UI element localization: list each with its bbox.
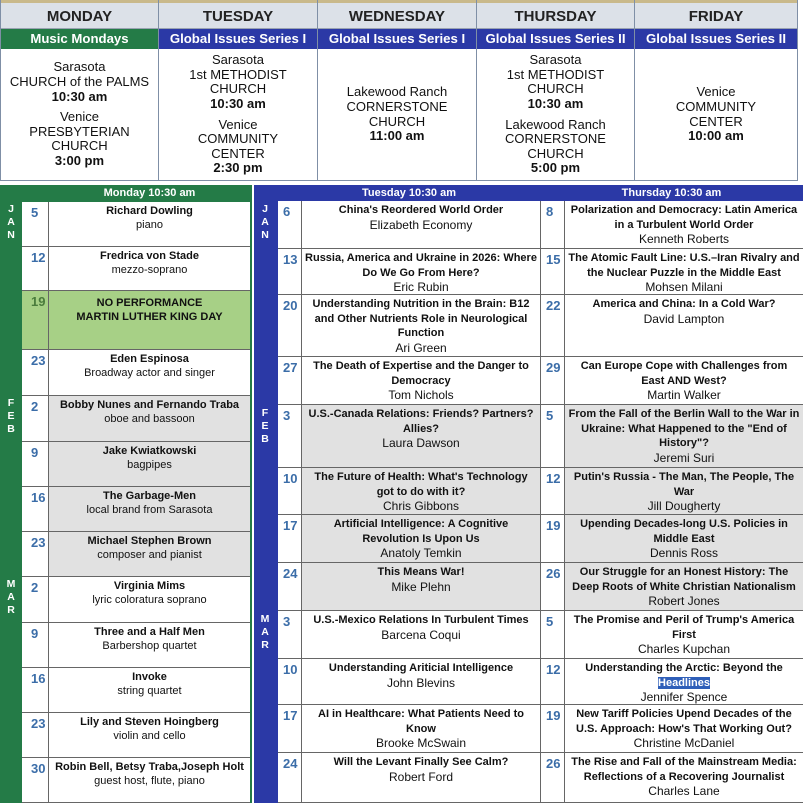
lecture-date: 13 xyxy=(278,249,302,294)
month-text: MAR xyxy=(259,613,271,652)
lecture-title xyxy=(305,407,537,436)
performer-name: NO PERFORMANCE xyxy=(96,297,203,309)
performer-name: Lily and Steven Hoingberg xyxy=(80,716,219,728)
venue xyxy=(507,53,605,111)
month-label-mar xyxy=(5,578,19,617)
lecture-date: 12 xyxy=(541,659,565,704)
performance-info xyxy=(49,487,250,531)
lecture-speaker: Jennifer Spence xyxy=(640,690,728,705)
performance-info xyxy=(49,350,250,395)
lecture-title-text: Russia, America and Ukraine in 2026: Where Do We Go From Here? xyxy=(305,252,537,279)
lecture-speaker: Eric Rubin xyxy=(393,280,449,295)
performer-name: Michael Stephen Brown xyxy=(87,535,212,547)
performer-name: The Garbage-Men xyxy=(103,490,196,502)
lecture-info xyxy=(302,405,540,467)
performer-name: Bobby Nunes and Fernando Traba xyxy=(59,399,240,411)
venue-time: 10:00 am xyxy=(688,128,744,144)
lecture-info xyxy=(302,357,540,404)
lecture-speaker: Kenneth Roberts xyxy=(638,232,730,247)
performer-detail: piano xyxy=(136,218,163,231)
lecture-info xyxy=(302,201,540,248)
lecture-title xyxy=(305,297,537,341)
venue-line: CHURCH xyxy=(527,81,584,97)
performance-info xyxy=(49,291,250,349)
monday-performance-row xyxy=(22,291,250,350)
lecture-title-text: New Tariff Policies Upend Decades of the U.S. Approach: How's That Working Out? xyxy=(576,708,792,735)
lecture-speaker: Christine McDaniel xyxy=(633,736,735,751)
performance-info xyxy=(49,532,250,576)
venue-line: Venice xyxy=(59,109,100,125)
tuesday-lecture-row xyxy=(278,705,540,753)
venue-line: Lakewood Ranch xyxy=(346,84,448,100)
lecture-info xyxy=(302,753,540,802)
lecture-title-text: Understanding Nutrition in the Brain: B12 and Other Nutrients Role in Neurological Function xyxy=(312,298,530,340)
month-text: FEB xyxy=(5,397,17,436)
series-label: Global Issues Series I xyxy=(159,29,317,49)
lecture-info xyxy=(565,515,803,562)
lecture-title-text: The Future of Health: What's Technology got to do with it? xyxy=(314,471,528,498)
month-text: JAN xyxy=(5,203,17,242)
lecture-info xyxy=(565,753,803,802)
lecture-info xyxy=(565,295,803,356)
month-label-feb xyxy=(259,407,273,446)
lecture-title xyxy=(305,203,537,218)
lecture-date: 17 xyxy=(278,515,302,562)
monday-performance-row xyxy=(22,350,250,396)
venue-line: CORNERSTONE xyxy=(346,98,448,114)
month-label-jan xyxy=(5,203,19,242)
performer-detail: guest host, flute, piano xyxy=(94,774,205,787)
lecture-info xyxy=(565,357,803,404)
lecture-date: 27 xyxy=(278,357,302,404)
thursday-lecture-row xyxy=(540,405,803,468)
performer-name: Virginia Mims xyxy=(113,580,186,592)
lecture-speaker: Elizabeth Economy xyxy=(369,217,473,232)
lecture-title-text: The Atomic Fault Line: U.S.–Iran Rivalry and the Nuclear Puzzle in the Middle East xyxy=(568,252,800,279)
lecture-speaker: Robert Jones xyxy=(648,594,720,609)
venue-line: Lakewood Ranch xyxy=(505,116,606,132)
performer-detail: composer and pianist xyxy=(97,548,202,561)
venue-line: CHURCH of the PALMS xyxy=(9,74,150,90)
venue xyxy=(505,118,606,176)
thursday-lecture-row xyxy=(540,201,803,249)
performer-name: Richard Dowling xyxy=(106,205,193,217)
lecture-title-text: Polarization and Democracy: Latin America in a Turbulent World Order xyxy=(570,204,798,231)
lecture-speaker: David Lampton xyxy=(643,311,725,326)
performer-detail: violin and cello xyxy=(113,729,186,742)
lecture-title xyxy=(568,565,800,594)
venue xyxy=(29,110,129,168)
monday-performance-row xyxy=(22,396,250,442)
performance-info xyxy=(49,713,250,757)
lecture-title-text: Will the Levant Finally See Calm? xyxy=(333,756,509,768)
venue-line: CHURCH xyxy=(51,138,108,154)
venue-line: Venice xyxy=(696,84,736,100)
venue-line: CHURCH xyxy=(527,145,584,161)
lecture-date: 6 xyxy=(278,201,302,248)
lecture-title xyxy=(568,613,800,642)
month-label-feb xyxy=(5,397,19,436)
lecture-title xyxy=(568,359,800,388)
lecture-title xyxy=(568,203,800,232)
thursday-lecture-row xyxy=(540,659,803,705)
monday-performance-row xyxy=(22,487,250,532)
thursday-lecture-row xyxy=(540,295,803,357)
day-heading: MONDAY xyxy=(1,0,158,29)
thursday-lecture-row xyxy=(540,515,803,563)
monday-performance-row xyxy=(22,623,250,668)
tuesday-panel-header: Tuesday 10:30 am xyxy=(362,187,456,199)
tuesday-lecture-row xyxy=(278,753,540,803)
lecture-date: 12 xyxy=(541,468,565,514)
series-label: Global Issues Series I xyxy=(318,29,476,49)
lecture-info xyxy=(302,295,540,356)
lecture-speaker: Charles Lane xyxy=(648,784,720,799)
venue-line: CENTER xyxy=(689,113,743,129)
performance-info xyxy=(49,623,250,667)
lecture-date: 26 xyxy=(541,753,565,802)
performance-date: 2 xyxy=(22,396,49,441)
performer-detail: Broadway actor and singer xyxy=(84,366,215,379)
lecture-title xyxy=(568,297,800,312)
lecture-speaker: Jill Dougherty xyxy=(647,499,721,514)
venue-time: 5:00 pm xyxy=(530,160,581,176)
venue-line: CHURCH xyxy=(368,113,426,129)
venue-line: 1st METHODIST xyxy=(189,66,287,82)
lecture-title xyxy=(305,470,537,499)
month-label-jan xyxy=(259,203,273,242)
monday-performance-row xyxy=(22,577,250,623)
performer-detail: lyric coloratura soprano xyxy=(92,593,207,606)
lecture-speaker: Chris Gibbons xyxy=(382,499,460,514)
lecture-date: 19 xyxy=(541,515,565,562)
lecture-date: 17 xyxy=(278,705,302,752)
performer-detail: string quartet xyxy=(117,684,182,697)
performance-info xyxy=(49,202,250,246)
lecture-date: 5 xyxy=(541,405,565,467)
performer-name: Jake Kwiatkowski xyxy=(102,445,197,457)
highlighted-text: Headlines xyxy=(658,676,710,689)
venue-list xyxy=(477,49,634,181)
monday-panel-header: Monday 10:30 am xyxy=(49,185,250,202)
performance-date: 30 xyxy=(22,758,49,802)
series-label: Global Issues Series II xyxy=(635,29,797,49)
lecture-title-text: Putin's Russia - The Man, The People, The War xyxy=(573,471,795,498)
lecture-speaker: Dennis Ross xyxy=(649,546,719,561)
venue xyxy=(10,60,149,104)
weekly-schedule xyxy=(0,0,803,181)
lecture-info xyxy=(302,563,540,610)
lecture-title xyxy=(568,707,800,736)
day-column-tuesday xyxy=(159,0,318,181)
lecture-date: 19 xyxy=(541,705,565,752)
lecture-title-text: The Death of Expertise and the Danger to Democracy xyxy=(313,360,529,387)
tuesday-lecture-row xyxy=(278,563,540,611)
venue-time: 11:00 am xyxy=(369,128,425,144)
performer-detail: MARTIN LUTHER KING DAY xyxy=(76,310,223,323)
venue-line: COMMUNITY xyxy=(197,131,279,147)
tuesday-lecture-row xyxy=(278,611,540,659)
performance-date: 23 xyxy=(22,713,49,757)
venue xyxy=(198,118,278,176)
monday-performance-row xyxy=(22,247,250,291)
monday-music-panel xyxy=(0,185,252,803)
month-text: MAR xyxy=(5,578,17,617)
performance-info xyxy=(49,758,250,802)
venue-line: Sarasota xyxy=(529,52,582,68)
lecture-title-text: From the Fall of the Berlin Wall to the War in Ukraine: What Happened to the "End of History"? xyxy=(568,408,800,450)
tuesday-lecture-row xyxy=(278,405,540,468)
lecture-date: 3 xyxy=(278,611,302,658)
tuesday-lecture-row xyxy=(278,468,540,515)
performance-date: 9 xyxy=(22,623,49,667)
performer-detail: Barbershop quartet xyxy=(102,639,197,652)
venue xyxy=(347,85,448,143)
monday-performance-row xyxy=(22,202,250,247)
performer-name: Eden Espinosa xyxy=(110,353,189,365)
monday-performance-row xyxy=(22,532,250,577)
lecture-speaker: Robert Ford xyxy=(388,769,454,784)
venue xyxy=(676,85,756,143)
thursday-lecture-row xyxy=(540,249,803,295)
lecture-info xyxy=(565,201,803,248)
lecture-info xyxy=(302,611,540,658)
lecture-info xyxy=(302,468,540,514)
performance-info xyxy=(49,442,250,486)
lecture-info xyxy=(302,705,540,752)
lecture-speaker: Brooke McSwain xyxy=(375,736,467,751)
lecture-title-text: This Means War! xyxy=(377,566,465,578)
lecture-date: 29 xyxy=(541,357,565,404)
tuesday-lecture-row xyxy=(278,249,540,295)
performance-date: 9 xyxy=(22,442,49,486)
venue-time: 2:30 pm xyxy=(213,160,263,176)
lecture-info xyxy=(565,468,803,514)
lecture-speaker: Mohsen Milani xyxy=(645,280,723,295)
performance-date: 12 xyxy=(22,247,49,290)
performance-date: 5 xyxy=(22,202,49,246)
day-column-wednesday xyxy=(318,0,477,181)
performance-date: 23 xyxy=(22,350,49,395)
venue-line: CHURCH xyxy=(209,81,267,97)
performance-info xyxy=(49,577,250,622)
lecture-speaker: John Blevins xyxy=(386,675,456,690)
lecture-speaker: Martin Walker xyxy=(647,388,721,403)
lecture-panel xyxy=(254,185,803,803)
lecture-title xyxy=(568,661,800,690)
lecture-info xyxy=(302,659,540,704)
venue-list xyxy=(159,49,317,181)
day-heading: THURSDAY xyxy=(477,0,634,29)
venue-line: 1st METHODIST xyxy=(506,66,605,82)
month-label-mar xyxy=(259,613,273,652)
venue-list xyxy=(318,49,476,181)
thursday-lecture-row xyxy=(540,753,803,803)
performance-date: 16 xyxy=(22,487,49,531)
lecture-speaker: Laura Dawson xyxy=(382,436,460,451)
venue-line: Sarasota xyxy=(53,59,106,75)
day-column-monday xyxy=(0,0,159,181)
lecture-title-text: Can Europe Cope with Challenges from East AND West? xyxy=(580,360,788,387)
lecture-title-text: Understanding the Arctic: Beyond the xyxy=(585,662,783,674)
day-column-thursday xyxy=(477,0,635,181)
series-label: Global Issues Series II xyxy=(477,29,634,49)
venue-line: Venice xyxy=(218,116,258,132)
lecture-date: 22 xyxy=(541,295,565,356)
performance-date: 19 xyxy=(22,291,49,349)
day-heading: FRIDAY xyxy=(635,0,797,29)
venue-line: CENTER xyxy=(211,145,265,161)
lecture-speaker: Charles Kupchan xyxy=(637,642,731,657)
lecture-info xyxy=(302,515,540,562)
lecture-info xyxy=(565,563,803,610)
lecture-title xyxy=(305,661,537,676)
lecture-title xyxy=(305,251,537,280)
lecture-date: 8 xyxy=(541,201,565,248)
performer-name: Fredrica von Stade xyxy=(99,250,200,262)
monday-performance-row xyxy=(22,713,250,758)
thursday-lecture-row xyxy=(540,611,803,659)
lecture-title-text: Our Struggle for an Honest History: The Deep Roots of White Christian Nationalism xyxy=(572,566,796,593)
day-heading: TUESDAY xyxy=(159,0,317,29)
performance-date: 16 xyxy=(22,668,49,712)
lecture-speaker: Mike Plehn xyxy=(391,579,451,594)
lecture-speaker: Anatoly Temkin xyxy=(380,546,462,561)
performer-detail: local brand from Sarasota xyxy=(86,503,213,516)
venue-list xyxy=(635,49,797,181)
performer-detail: bagpipes xyxy=(127,458,172,471)
lecture-title xyxy=(305,359,537,388)
lecture-info xyxy=(565,659,803,704)
tuesday-lecture-row xyxy=(278,201,540,249)
tuesday-lecture-row xyxy=(278,515,540,563)
lecture-title xyxy=(568,517,800,546)
lecture-date: 3 xyxy=(278,405,302,467)
lecture-date: 5 xyxy=(541,611,565,658)
lecture-title xyxy=(305,707,537,736)
venue-time: 3:00 pm xyxy=(54,152,105,168)
venue-time: 10:30 am xyxy=(51,88,108,104)
lecture-title xyxy=(568,470,800,499)
lecture-date: 20 xyxy=(278,295,302,356)
lecture-info xyxy=(302,249,540,294)
thursday-lecture-row xyxy=(540,705,803,753)
lecture-title-text: The Rise and Fall of the Mainstream Media: Reflections of a Recovering Journalist xyxy=(571,756,797,783)
lecture-title-text: Upending Decades-long U.S. Policies in Middle East xyxy=(580,518,788,545)
lecture-title-text: AI in Healthcare: What Patients Need to Know xyxy=(318,708,524,735)
venue-line: COMMUNITY xyxy=(675,98,757,114)
lecture-title-text: The Promise and Peril of Trump's America First xyxy=(573,614,795,641)
tuesday-lecture-row xyxy=(278,659,540,705)
lecture-title-text: Understanding Ariticial Intelligence xyxy=(328,662,514,674)
lecture-title xyxy=(568,407,800,451)
lecture-title xyxy=(568,251,800,280)
venue-line: CORNERSTONE xyxy=(505,131,606,147)
lecture-date: 15 xyxy=(541,249,565,294)
lecture-title xyxy=(305,755,537,770)
lecture-title-text: Artificial Intelligence: A Cognitive Revolution Is Upon Us xyxy=(333,518,509,545)
lecture-speaker: Jeremi Suri xyxy=(653,450,715,465)
venue-list xyxy=(1,49,158,181)
monday-performance-row xyxy=(22,668,250,713)
lecture-info xyxy=(565,405,803,467)
lecture-date: 26 xyxy=(541,563,565,610)
day-heading: WEDNESDAY xyxy=(318,0,476,29)
lecture-date: 10 xyxy=(278,468,302,514)
lecture-title-text: China's Reordered World Order xyxy=(338,204,504,216)
tuesday-lecture-row xyxy=(278,295,540,357)
performance-info xyxy=(49,247,250,290)
performer-detail: oboe and bassoon xyxy=(104,412,195,425)
lecture-date: 10 xyxy=(278,659,302,704)
lecture-info xyxy=(565,249,803,294)
venue-line: PRESBYTERIAN xyxy=(29,123,130,139)
lecture-date: 24 xyxy=(278,753,302,802)
lecture-title-text: U.S.-Mexico Relations In Turbulent Times xyxy=(313,614,529,626)
lecture-info xyxy=(565,705,803,752)
lecture-date: 24 xyxy=(278,563,302,610)
performer-name: Robin Bell, Betsy Traba,Joseph Holt xyxy=(55,761,244,773)
monday-performance-row xyxy=(22,758,250,803)
lecture-speaker: Ari Green xyxy=(395,340,447,355)
performance-info xyxy=(49,668,250,712)
thursday-lecture-row xyxy=(540,468,803,515)
lecture-title-text: U.S.-Canada Relations: Friends? Partners? Allies? xyxy=(308,408,534,435)
lecture-speaker: Tom Nichols xyxy=(388,388,454,403)
day-column-friday xyxy=(635,0,798,181)
lecture-info xyxy=(565,611,803,658)
month-text: FEB xyxy=(259,407,271,446)
month-text: JAN xyxy=(259,203,271,242)
series-label: Music Mondays xyxy=(1,29,158,49)
thursday-lecture-row xyxy=(540,357,803,405)
performance-date: 23 xyxy=(22,532,49,576)
performer-name: Invoke xyxy=(132,671,167,683)
venue-time: 10:30 am xyxy=(527,95,584,111)
performance-date: 2 xyxy=(22,577,49,622)
thursday-panel-header: Thursday 10:30 am xyxy=(621,187,722,199)
thursday-lecture-row xyxy=(540,563,803,611)
performer-name: Three and a Half Men xyxy=(94,626,205,638)
venue-time: 10:30 am xyxy=(210,95,266,111)
lecture-title xyxy=(305,613,537,628)
lecture-speaker: Barcena Coqui xyxy=(381,627,461,642)
lecture-title xyxy=(568,755,800,784)
monday-performance-row xyxy=(22,442,250,487)
tuesday-lecture-row xyxy=(278,357,540,405)
lecture-title-text: America and China: In a Cold War? xyxy=(592,298,776,310)
venue xyxy=(189,53,287,111)
venue-line: Sarasota xyxy=(211,52,265,68)
lecture-title xyxy=(305,565,537,580)
performance-info xyxy=(49,396,250,441)
performer-detail: mezzo-soprano xyxy=(111,263,188,276)
lecture-title xyxy=(305,517,537,546)
